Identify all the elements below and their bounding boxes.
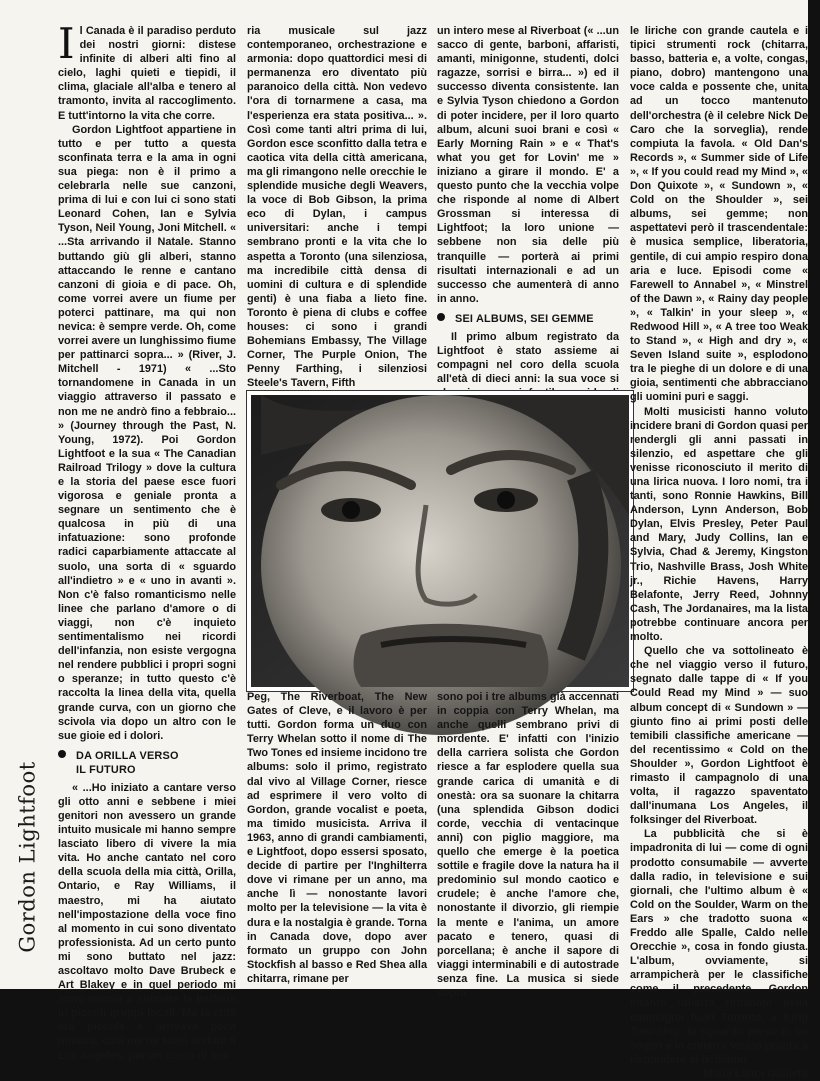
portrait-image	[251, 395, 629, 687]
col2-top-text: ria musicale sul jazz contemporaneo, orchestrazione e armonia: dopo quattordici mesi di permanenza ero diventato più paranoico della città. Non vedevo l'ora di tornarmene a casa, ma l'esperienza era stata positiva... ». Così come tanti altri prima di lui, Gordon esce sconfitto dalla tetra e caotica vita della città americana, ma gli rimangono nelle orecchie le splendide musiche degli Weavers, la voce di Bob Gibson, la prima eco di Dylan, i campus universitari: anche i tempi sembrano pronti e la vita che lo aspetta a Toronto (una silenziosa, ma incredibile città densa di uomini di cultura e di splendide genti) è una fiaba a lieto fine. Toronto è piena di clubs e coffee houses: ci sono i grandi Bohemians Embassy, The Village Corner, The Purple Onion, The Penny Farthing, i silenziosi Steele's Tavern, Fifth	[247, 25, 427, 390]
col4-paragraph-3: Quello che va sottolineato è che nel viaggio verso il futuro, segnato dalle tappe di « If you Could Read my Mind » — suo album concept di « Sundown » — giunto fino ai primi posti delle temibili classifiche americane — del recentissimo « Cold on the Shoulder », Gordon Lightfoot è rimasto il campagnolo di una volta, il ragazzo spaventato dall'inumana Los Angeles, il folksinger del Riverboat.	[630, 645, 808, 827]
bullet-dot-icon	[58, 750, 66, 758]
section-title-text: Gordon Lightfoot	[16, 761, 40, 953]
subheading-orilla: DA ORILLA VERSO IL FUTURO	[58, 749, 236, 777]
col4-paragraph-1: le liriche con grande cautela e i tipici strumenti rock (chitarra, basso, batteria e, a volte, congas, piano, dobro) mantengono una voce calda e possente che, unita ad un tocco mantenuto dell'orchestra (è il celebre Nick De Caro che la sorveglia), rende compiuta la favola. « Old Dan's Records », « Summer side of Life », « If you could read my Mind », « Don Quixote », « Sundown », « Cold on the Shoulder », sei albums, sei gemme; non aspettatevi però il trascendentale: è musica semplice, liberatoria, gentile, di cui ampio respiro dona aria e luce. Episodi come « Farewell to Annabel », « Minstrel of the Dawn », « Rainy day people », « Talkin' in your sleep », « Redwood Hill », « A tree too Weak to Stand », « High and dry », « Seven Island suite », esplodono tra le pieghe di un dolore e di una gioia, sentimenti che abbracciano gli uomini puri e saggi.	[630, 25, 808, 404]
column-1	[58, 19, 236, 1062]
col4-paragraph-4: La pubblicità che si è impadronita di lui — come di ogni prodotto consumabile — avverte dalla radio, in televisione e sui giornali, che l'ultimo album è « Cold on the Soulder, Warm on the Ears » che tradotto suona « Freddo alle Spalle, Caldo nelle Orecchie », cosa in fondo giusta. L'album, ovviamente, si arrampicherà per le classifiche come il precedente, Gordon intanto rimarrà rintanato nella campagna fuori Toronto, a King Township, lo sguardo perso in un sogno e la chitarra vicino pronta a rispondere al richiamo.	[630, 828, 808, 1066]
column-2-top	[247, 24, 427, 390]
column-3-bottom	[437, 690, 619, 999]
section-title-vertical	[8, 747, 48, 967]
portrait-photo	[247, 391, 633, 691]
column-2-bottom	[247, 690, 427, 984]
col4-paragraph-2: Molti musicisti hanno voluto incidere brani di Gordon quasi per rendergli gli anni passati in silenzio, ed aspettare che gli venisse riconosciuto il merito di una lirica nuova. I loro nomi, tra i tanti, sono Ronnie Hawkins, Bill Anderson, Lynn Anderson, Bob Dylan, Elvis Presley, Peter Paul and Mary, Judy Collins, Ian e Sylvia, Chad & Jeremy, Kingston Trio, Nashville Brass, Josh White jr., Richie Havens, Harry Belafonte, Jerry Reed, Johnny Cash, The Jordanaires, ma la lista potrebbe continuare ancora per molto.	[630, 405, 808, 644]
col3-top-text: un intero mese al Riverboat (« ...un sacco di gente, barboni, affaristi, amanti, minigonne, studenti, dolci ragazze, sorrisi e birra... ») ed il successo diventa consistente. Ian e Sylvia Tyson chiedono a Gordon di poter incidere, per il loro quarto album, alcuni suoi brani e così « Early Morning Rain » e « That's what you get for Lovin' me » iniziano a girare il mondo. E' a questo punto che la vecchia volpe che risponde al nome di Albert Grossman si interessa di Lightfoot; la loro unione — sebbene non sia delle più tranquille — porterà ai primi risultati internazionali e ad un successo che aumenterà di anno in anno.	[437, 25, 619, 305]
col3-top-paragraph-2: Il primo album registrato da Lightfoot è stato assieme ai compagni nel coro della scuola all'età di dieci anni: la sua voce si	[437, 330, 619, 386]
column-3-top	[437, 24, 619, 386]
drop-cap: I	[58, 19, 75, 68]
col1-paragraph-3: « ...Ho iniziato a cantare verso gli otto anni e sebbene i miei genitori non avessero un grande intuito musicale mi hanno sempre lasciato libero di vivere la mia vita. Ho anche cantato nel coro della scuola della mia città, Orilla, Ontario, e Ray Williams, il maestro, mi ha aiutato nell'impostazione della voce fino al momento in cui sono diventato professionista. Ad un certo punto mi sono buttato nel jazz: ascoltavo molto Dave Brubeck e Art Blakey e in quel periodo mi sono messo a suonare la batteria in piccoli gruppi locali. Ma la città era piccola e arrivava poca musica, così me ne sono andato a Los Angeles, per un corso di teo-	[58, 781, 236, 1062]
subheading-sei-albums: SEI ALBUMS, SEI GEMME	[437, 312, 619, 326]
col1-paragraph-2: Gordon Lightfoot appartiene in tutto e per tutto a questa sconfinata terra e la ama in ogni sua piega: non è il primo a celebrarla nelle sue canzoni, prima di lui e con lui ci sono stati Leonard Cohen, Ian e Sylvia Tyson, Neil Young, Joni Mitchell. « ...Sta arrivando il Natale. Stanno buttando giù gli alberi, stanno attaccando le renne e cantano canzoni di gioia e di pace. Oh, come vorrei avere un fiume per poterci pattinare, ma qui non nevica: è sempre verde. Oh, come vorrei avere un lunghissimo fiume per pattinarci sopra... » (River, J. Mitchell - 1971) « ...Sto tornandomene in Canada in un viaggio attraverso il passato e non me ne andrò fino a febbraio... » (Journey through the Past, N. Young, 1972). Poi Gordon Lightfoot e la sua « The Canadian Railroad Trilogy » dove la cultura e la storia del paese esce fuori vigorosa e geniale pronta a segnare un sentimento che è qualcosa in più di una infatuazione: sono profonde radici caparbiamente attaccate al suolo, una sorta di « sguardo all'indietro » e « uno in avanti ». Non c'è falso romanticismo nelle linee che parlano d'amore o di viaggi, non c'è inquieto sentimentalismo nei ricordi dell'infanzia, non esiste vergogna nel rendere pubblici i propri sogni o speranze; in tutto questo c'è raccolta la linea della vita, quella grande curva, con un giorno che scivola via dopo un altro con le sue gioie ed i dolori.	[58, 123, 236, 742]
bullet-dot-icon	[437, 313, 445, 321]
intro-paragraph: Il Canada è il paradiso perduto dei nostri giorni: distese infinite di alberi alti fino al cielo, laghi quieti e tiepidi, il clima, glaciale all'alba e tenero al tramonto, invita al raccoglimento. E tutt'intorno la vita che corre.	[58, 19, 236, 122]
col2-bottom-text: Peg, The Riverboat, The New Gates of Cleve, e il lavoro è per tutti. Gordon forma un duo con Terry Whelan sotto il nome di The Two Tones ed insieme incidono tre albums: solo il primo, registrato dal vivo al Village Corner, riesce ad esprimere il vero volto di Gordon, grande vocalist e poeta, ma timido musicista. Arriva il 1963, anno di grandi cambiamenti, e Lightfoot, dopo essersi sposato, decide di partire per l'Inghilterra dove vi rimane per un anno, ma anche lì — nonostante lavori molto per la televisione — la vita è dura e la nostalgia è grande. Torna in Canada dove, dopo aver formato un gruppo con John Stockfish al basso e Red Shea alla chitarra, rimane per	[247, 691, 427, 985]
column-4	[630, 24, 808, 1080]
author-signature: Maria Laura Giulietti	[703, 1067, 808, 1080]
col3-bottom-text: sono poi i tre albums già accennati in coppia con Terry Whelan, ma anche quelli sembrano privi di mordente. E' infatti con l'inizio della carriera solista che Gordon riesce a far esplodere quella sua grande carica di umanità e di onestà: ora sa suonare la chitarra (una splendida Gibson dodici corde, vecchia di ventacinque anni) con piglio maggiore, ma quello che emerge è la poetica sottile e fragile dove la natura ha il predominio sul mondo caotico e crudele; è anche l'amore che, nonostante il divorzio, gli riempie la mente e l'anima, un amore pacato e tenero, quasi di porcellana; è anche il sapore di viaggi interminabili e di autostrade senza fine. La musica si siede sopra	[437, 691, 619, 999]
